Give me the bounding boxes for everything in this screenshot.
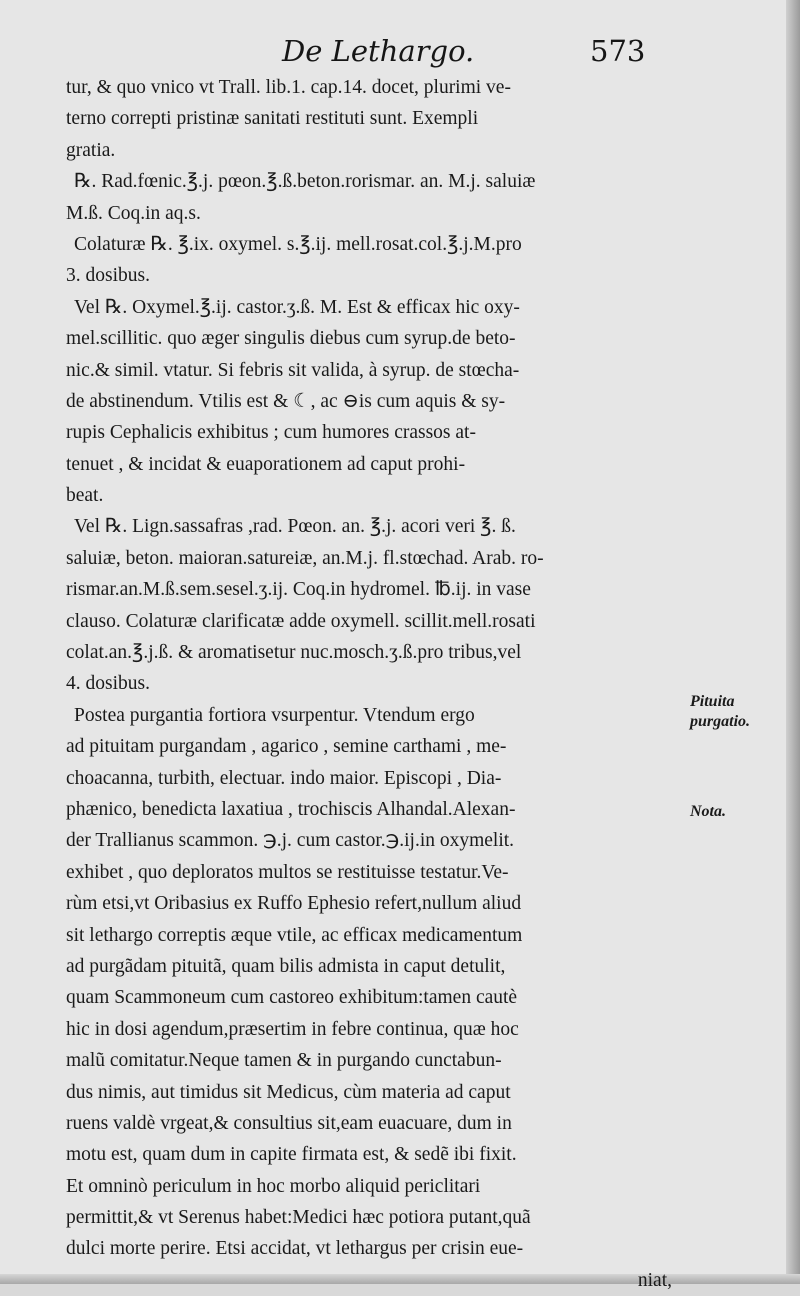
margin-note-text: Pituita	[690, 693, 735, 710]
text-line: rismar.an.M.ß.sem.sesel.ʒ.ij. Coq.in hydromel. ℔.ij. in vase	[66, 579, 531, 601]
page-edge-shadow	[786, 0, 800, 1284]
text-line: Vel ℞. Oxymel.℥.ij. castor.ʒ.ß. M. Est & efficax hic oxy-	[74, 296, 520, 318]
text-line: motu est, quam dum in capite firmata est, & sedẽ ibi fixit.	[66, 1144, 517, 1166]
margin-note-pituita	[690, 692, 750, 732]
text-line: der Trallianus scammon. ℈.j. cum castor.℈.ij.in oxymelit.	[66, 830, 515, 852]
text-line: niat,	[637, 1269, 672, 1291]
text-line: tur, & quo vnico vt Trall. lib.1. cap.14. docet, plurimi ve-	[66, 77, 511, 98]
text-line: hic in dosi agendum,præsertim in febre continua, quæ hoc	[66, 1018, 519, 1040]
running-head: De Lethargo.	[282, 34, 475, 68]
text-line: ℞. Rad.fœnic.℥.j. pœon.℥.ß.beton.rorismar. an. M.j. saluiæ	[74, 171, 536, 193]
text-line: terno correpti pristinæ sanitati restituti sunt. Exempli	[66, 108, 479, 130]
text-line: M.ß. Coq.in aq.s.	[66, 202, 201, 224]
text-line: mel.scillitic. quo æger singulis diebus cum syrup.de beto-	[66, 328, 516, 350]
text-line: phænico, benedicta laxatiua , trochiscis Alhandal.Alexan-	[66, 798, 516, 820]
text-line: ruens valdè vrgeat,& consultius sit,eam euacuare, dum in	[66, 1112, 512, 1134]
text-line: clauso. Colaturæ clarificatæ adde oxymell. scillit.mell.rosati	[66, 610, 536, 632]
text-line: Vel ℞. Lign.sassafras ,rad. Pœon. an. ℥.j. acori veri ℥. ß.	[74, 516, 516, 538]
main-text-block	[66, 72, 672, 1296]
text-line: 3. dosibus.	[66, 265, 150, 287]
text-line: beat.	[66, 485, 104, 507]
margin-note-text: purgatio.	[690, 713, 751, 730]
text-line: gratia.	[66, 139, 116, 161]
text-line: colat.an.℥.j.ß. & aromatisetur nuc.mosch.ʒ.ß.pro tribus,vel	[66, 642, 522, 664]
text-line: choacanna, turbith, electuar. indo maior. Episcopi , Dia-	[66, 767, 502, 789]
text-line: de abstinendum. Vtilis est & ☾, ac ⊖is cum aquis & sy-	[66, 390, 506, 412]
text-line: exhibet , quo deploratos multos se restituisse testatur.Ve-	[66, 861, 509, 883]
text-line: permittit,& vt Serenus habet:Medici hæc potiora putant,quã	[66, 1207, 531, 1229]
text-line: sit lethargo correptis æque vtile, ac efficax medicamentum	[66, 924, 523, 946]
text-line: nic.& simil. vtatur. Si febris sit valida, à syrup. de stœcha-	[66, 359, 520, 381]
margin-note-nota	[690, 802, 726, 822]
text-line: ad purgãdam pituitã, quam bilis admista in caput detulit,	[66, 955, 506, 977]
text-line: rupis Cephalicis exhibitus ; cum humores crassos at-	[66, 422, 476, 444]
text-line: ad pituitam purgandam , agarico , semine carthami , me-	[66, 736, 507, 758]
text-line: 4. dosibus.	[66, 673, 150, 695]
text-line: Postea purgantia fortiora vsurpentur. Vtendum ergo	[74, 704, 475, 726]
text-line: tenuet , & incidat & euaporationem ad caput prohi-	[66, 453, 466, 475]
text-line: saluiæ, beton. maioran.satureiæ, an.M.j. fl.stœchad. Arab. ro-	[66, 547, 544, 569]
text-line: quam Scammoneum cum castoreo exhibitum:tamen cautè	[66, 987, 518, 1009]
text-line: rùm etsi,vt Oribasius ex Ruffo Ephesio refert,nullum aliud	[66, 893, 522, 915]
text-line: malũ comitatur.Neque tamen & in purgando cunctabun-	[66, 1050, 502, 1072]
text-line: Colaturæ ℞. ℥.ix. oxymel. s.℥.ij. mell.rosat.col.℥.j.M.pro	[74, 233, 522, 255]
text-line: dulci morte perire. Etsi accidat, vt lethargus per crisin eue-	[66, 1238, 524, 1260]
page-header	[0, 34, 800, 74]
text-line: Et omninò periculum in hoc morbo aliquid periclitari	[66, 1175, 481, 1197]
page-number: 573	[590, 34, 646, 68]
margin-note-text: Nota.	[690, 803, 726, 820]
text-line: dus nimis, aut timidus sit Medicus, cùm materia ad caput	[66, 1081, 511, 1103]
